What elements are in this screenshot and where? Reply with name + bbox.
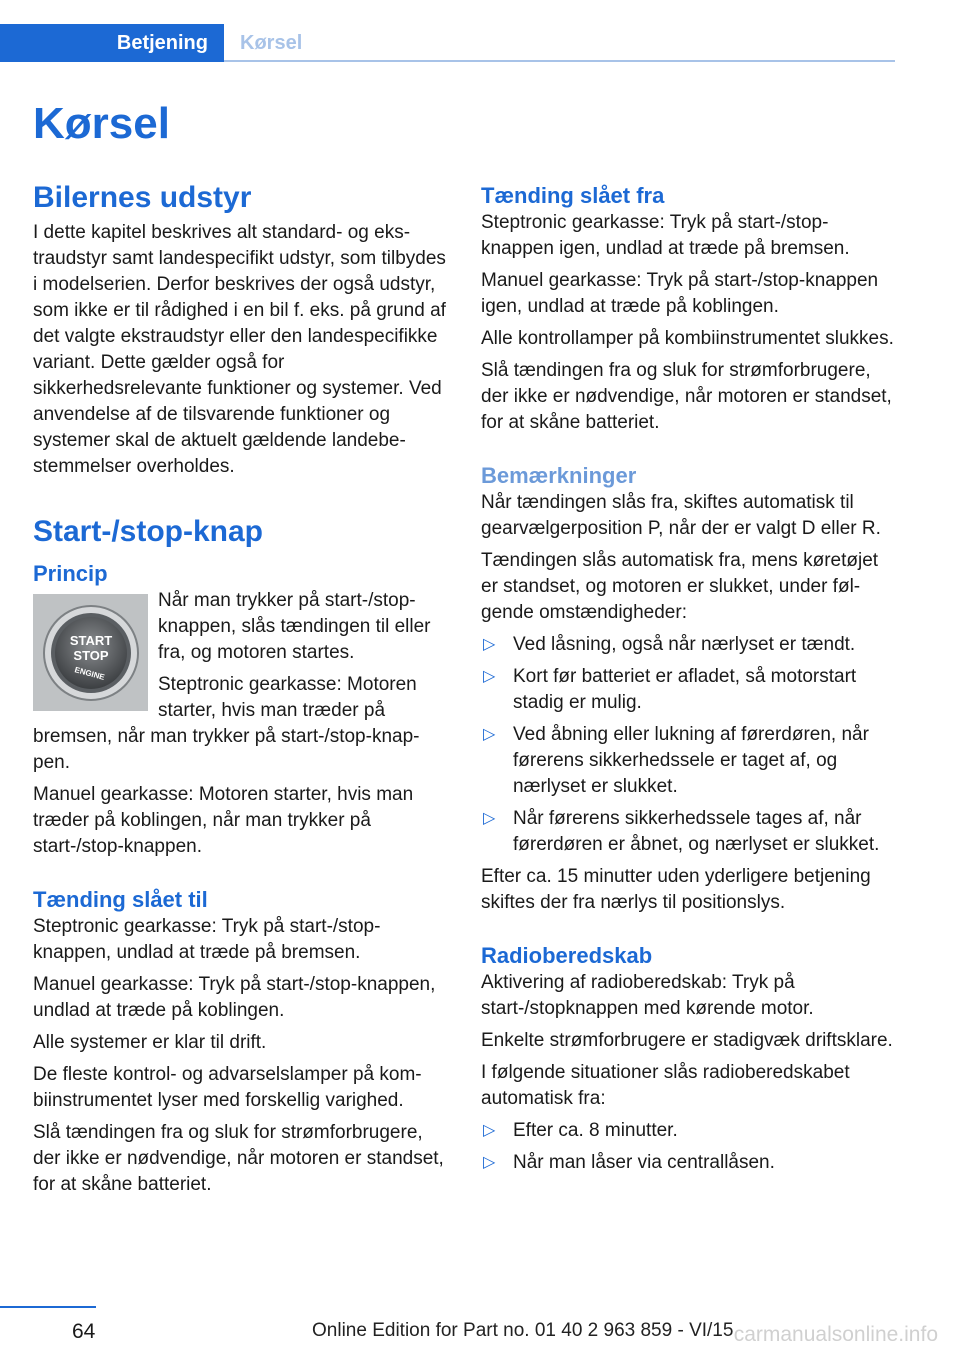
paragraph: Når tændingen slås fra, skiftes automatisk til gearvælgerposition P, når der er valgt D eller R. (481, 492, 881, 539)
page-title: Kørsel (33, 99, 170, 148)
paragraph: Steptronic gearkasse: Motoren starter, hvis man træder på bremsen, når man trykker på start-/stop-knappen. (33, 674, 420, 773)
paragraph: Tændingen slås automatisk fra, mens køretøjet er standset, og motoren er slukket, under følgende omstændigheder: (481, 550, 879, 623)
header-divider (224, 60, 895, 62)
subsection-title-taending-fra: Tænding slået fra (481, 183, 665, 208)
tab-betjening[interactable]: Betjening (0, 24, 224, 62)
subsection-title-taending-til: Tænding slået til (33, 887, 208, 912)
paragraph: Slå tændingen fra og sluk for strømforbrugere, der ikke er nødvendige, når motoren er standset, for at skåne batteriet. (33, 1122, 444, 1195)
start-stop-button-image (33, 594, 148, 711)
paragraph: I dette kapitel beskrives alt standard- og ekstraudstyr samt landespecifikt udstyr, som tilbydes i modelserien. Derfor beskrives der også udstyr, som ikke er til rådighed i en bil f. eks. på grund af det valgte ekstraudstyr eller den landespecifikke variant. Dette gælder også for sikkerhedsrelevante funktioner og systemer. Ved anvendelse af de tilsvarende funktioner og systemer skal de aktuelt gældende landebestemmelser overholdes. (33, 222, 446, 477)
left-column (33, 180, 448, 1204)
paragraph: Slå tændingen fra og sluk for strømforbrugere, der ikke er nødvendige, når motoren er standset, for at skåne batteriet. (481, 360, 892, 433)
paragraph: Alle kontrollamper på kombiinstrumentet slukkes. (481, 328, 894, 349)
paragraph: Enkelte strømforbrugere er stadigvæk driftsklare. (481, 1030, 893, 1051)
paragraph: Manuel gearkasse: Motoren starter, hvis man træder på koblingen, når man trykker på start-/stop-knappen. (33, 784, 414, 857)
list-item: ▷ Når førerens sikkerhedssele tages af, når førerdøren er åbnet, og nærlyset er slukket. (483, 808, 880, 855)
paragraph: Når man trykker på start-/stop-knappen, slås tændingen til eller fra, og motoren startes. (158, 590, 431, 663)
paragraph: Efter ca. 15 minutter uden yderligere betjening skiftes der fra nærlys til positionslys. (481, 866, 871, 913)
arrow-bullet-icon: ▷ (483, 1154, 496, 1171)
button-label-engine: ENGINE (73, 664, 106, 682)
page-number: 64 (72, 1320, 96, 1343)
subsection-title-bemaerkninger: Bemærkninger (481, 463, 637, 488)
paragraph: Aktivering af radioberedskab: Tryk på start-/stopknappen med kørende motor. (481, 972, 814, 1019)
bullet-list (481, 1118, 896, 1176)
tab-korsel[interactable]: Kørsel (240, 31, 303, 54)
arrow-bullet-icon: ▷ (483, 810, 496, 827)
paragraph: Steptronic gearkasse: Tryk på start-/stop-knappen, undlad at træde på bremsen. (33, 916, 381, 963)
subsection-title-princip: Princip (33, 561, 108, 586)
paragraph: Manuel gearkasse: Tryk på start-/stop-knappen, undlad at træde på koblingen. (33, 974, 436, 1021)
list-item: ▷ Ved låsning, også når nærlyset er tændt. (481, 632, 896, 658)
arrow-bullet-icon: ▷ (483, 668, 496, 685)
list-item: ▷ Ved åbning eller lukning af førerdøren, når førerens sikkerhedssele er taget af, og nærlyset er slukket. (483, 724, 869, 797)
watermark: carmanualsonline.info (733, 1323, 938, 1346)
paragraph: Steptronic gearkasse: Tryk på start-/stop-knappen igen, undlad at træde på bremsen. (481, 212, 850, 259)
arrow-bullet-icon: ▷ (483, 726, 496, 743)
list-item: ▷ Efter ca. 8 minutter. (481, 1118, 896, 1144)
paragraph: De fleste kontrol- og advarselslamper på kombiinstrumentet lyser med forskellig varighed. (33, 1064, 422, 1111)
list-item: ▷ Kort før batteriet er afladet, så motorstart stadig er mulig. (483, 666, 857, 713)
paragraph: Alle systemer er klar til drift. (33, 1032, 267, 1053)
section-title-start-stop: Start-/stop-knap (33, 515, 264, 548)
button-label-start: START (69, 632, 112, 648)
button-label-stop: STOP (72, 647, 109, 663)
right-column (481, 182, 896, 1182)
arrow-bullet-icon: ▷ (483, 1122, 496, 1139)
header-bar (0, 24, 895, 62)
subsection-title-radioberedskab: Radioberedskab (481, 943, 653, 968)
arrow-bullet-icon: ▷ (483, 636, 496, 653)
bullet-list (481, 632, 896, 858)
section-title-udstyr: Bilernes udstyr (33, 181, 252, 214)
paragraph: I følgende situationer slås radioberedskabet automatisk fra: (481, 1062, 850, 1109)
footer-divider (0, 1306, 96, 1308)
list-item: ▷ Når man låser via centrallåsen. (481, 1150, 896, 1176)
paragraph: Manuel gearkasse: Tryk på start-/stop-knappen igen, undlad at træde på koblingen. (481, 270, 879, 317)
edition-text: Online Edition for Part no. 01 40 2 963 859 - VI/15 (312, 1320, 734, 1341)
